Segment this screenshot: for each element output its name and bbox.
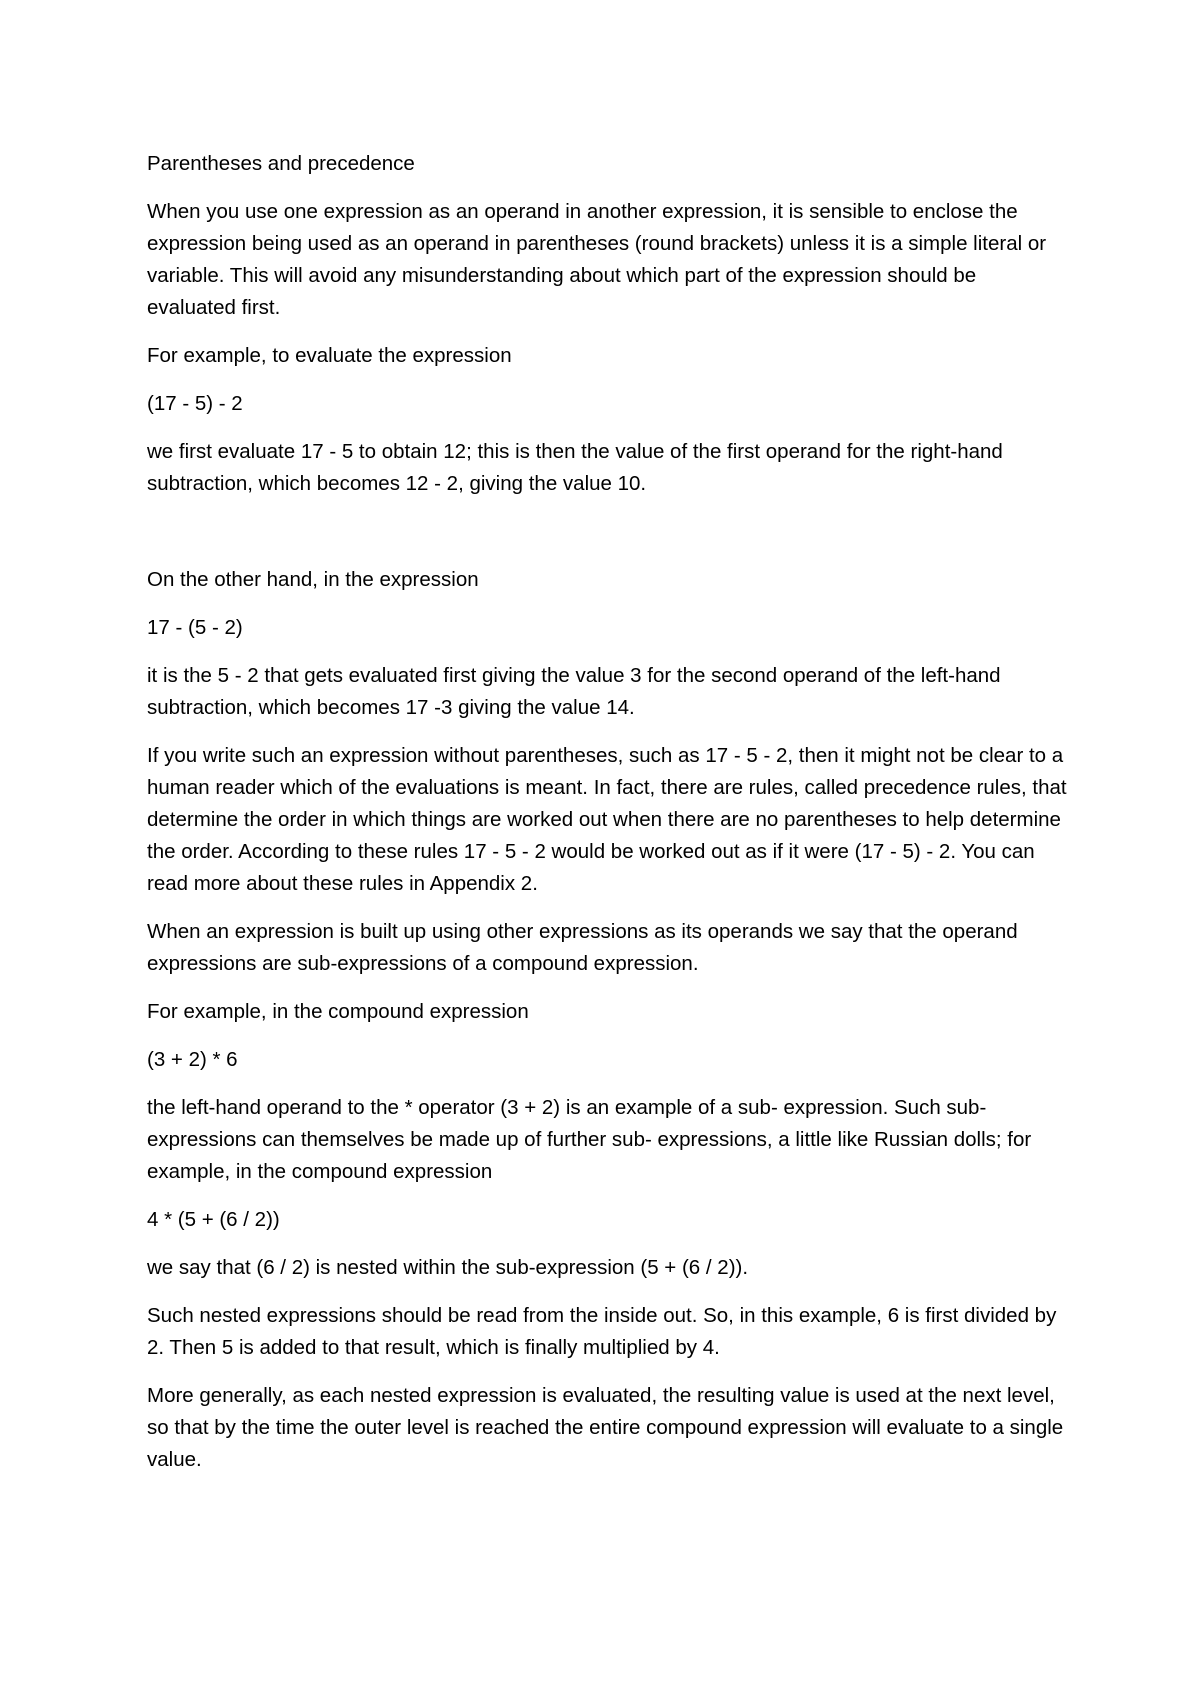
paragraph-example-1-explanation: we first evaluate 17 - 5 to obtain 12; this is then the value of the first operand for the right-hand subtraction, which becomes 12 - 2, giving the value 10.: [147, 440, 1003, 495]
paragraph-intro: When you use one expression as an operand in another expression, it is sensible to enclose the expression being used as an operand in parentheses (round brackets) unless it is a simple literal or variable. This will avoid any misunderstanding about which part of the expression should be evaluated first.: [147, 200, 1047, 319]
paragraph-compound-lead: For example, in the compound expression: [147, 1000, 529, 1023]
paragraph-precedence-rules: If you write such an expression without parentheses, such as 17 - 5 - 2, then it might not be clear to a human reader which of the evaluations is meant. In fact, there are rules, called precedence rules, that determine the order in which things are worked out when there are no parentheses to help determine the order. According to these rules 17 - 5 - 2 would be worked out as if it were (17 - 5) - 2. You can read more about these rules in Appendix 2.: [147, 744, 1067, 895]
paragraph-generally: More generally, as each nested expression is evaluated, the resulting value is used at the next level, so that by the time the outer level is reached the entire compound expression will evaluate to a single value.: [147, 1384, 1064, 1471]
paragraph-example-2-explanation: it is the 5 - 2 that gets evaluated first giving the value 3 for the second operand of the left-hand subtraction, which becomes 17 -3 giving the value 14.: [147, 664, 1001, 719]
paragraph-nested-within: we say that (6 / 2) is nested within the sub-expression (5 + (6 / 2)).: [147, 1256, 749, 1279]
blank-line: [147, 516, 1100, 564]
expression-example-3: (3 + 2) * 6: [147, 1048, 238, 1071]
document-title: Parentheses and precedence: [147, 152, 415, 175]
expression-example-2: 17 - (5 - 2): [147, 616, 243, 639]
paragraph-sub-expressions: When an expression is built up using other expressions as its operands we say that the operand expressions are sub-expressions of a compound expression.: [147, 920, 1018, 975]
paragraph-example-lead: For example, to evaluate the expression: [147, 344, 512, 367]
expression-example-4: 4 * (5 + (6 / 2)): [147, 1208, 280, 1231]
paragraph-inside-out: Such nested expressions should be read from the inside out. So, in this example, 6 is first divided by 2. Then 5 is added to that result, which is finally multiplied by 4.: [147, 1304, 1057, 1359]
paragraph-other-hand: On the other hand, in the expression: [147, 568, 479, 591]
paragraph-russian-dolls: the left-hand operand to the * operator (3 + 2) is an example of a sub- expression. Such sub-expressions can themselves be made up of further sub- expressions, a little like Russian dolls; for example, in the compound expression: [147, 1096, 1032, 1183]
expression-example-1: (17 - 5) - 2: [147, 392, 243, 415]
